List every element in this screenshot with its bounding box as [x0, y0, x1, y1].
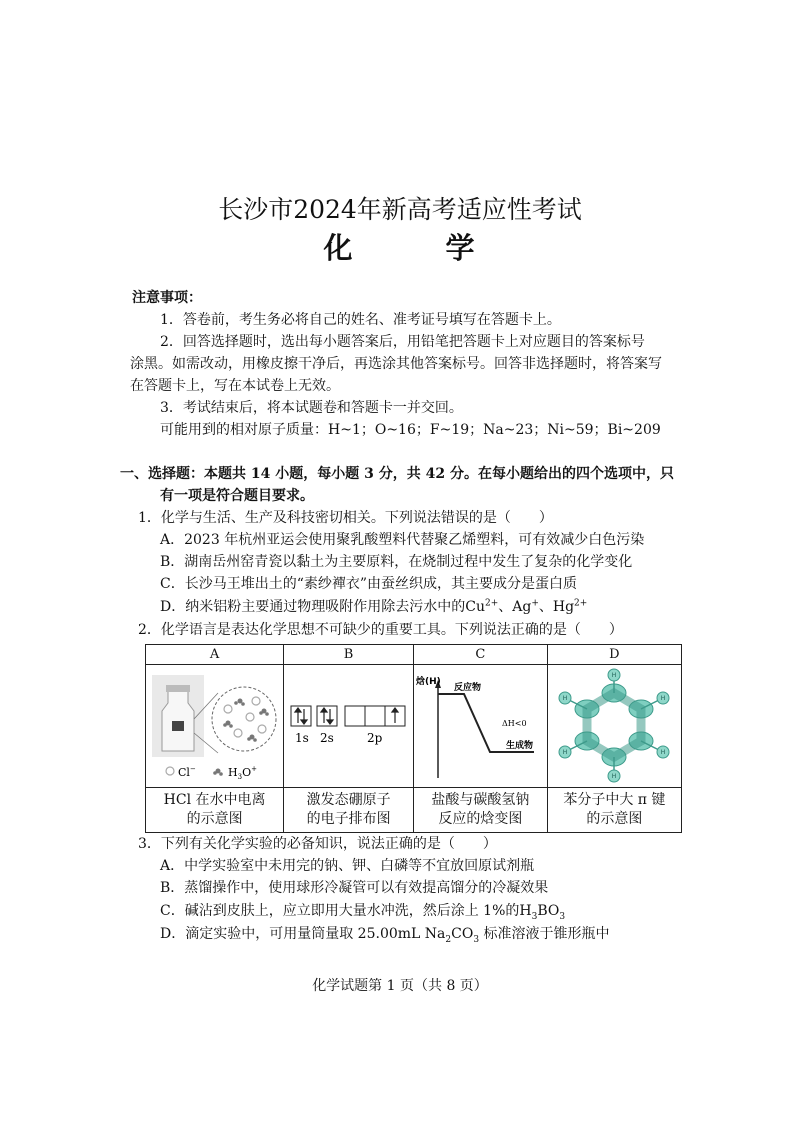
q2-figure-a-cell — [146, 665, 284, 788]
q2-figure-d-cell — [547, 665, 681, 788]
q1-option-d: D．纳米铝粉主要通过物理吸附作用除去污水中的$Cu^{2+}$、Ag+、$Hg^{2+}$ — [160, 598, 588, 615]
reactant-label: 反应物 — [454, 683, 482, 693]
section-heading-cont: 有一项是符合题目要求。 — [160, 488, 314, 504]
q2-header-a: A — [146, 645, 284, 665]
label-2s: 2s — [319, 731, 334, 745]
svg-text:H: H — [661, 695, 666, 702]
bottle-label — [172, 721, 184, 731]
exam-title: 长沙市2024年新高考适应性考试 — [218, 195, 582, 224]
note-1: 1．答卷前，考生务必将自己的姓名、准考证号填写在答题卡上。 — [160, 312, 561, 328]
q3-option-d: D．滴定实验中，可用量筒量取 25.00mL $Na_2CO_3$ 标准溶液于锥形瓶中 — [160, 926, 610, 945]
note-2-cont2: 在答题卡上，写在本试卷上无效。 — [130, 378, 340, 394]
q2-caption-b: 激发态硼原子 的电子排布图 — [284, 788, 414, 833]
boron-orbital-diagram — [287, 696, 411, 756]
q2-figure-c-cell — [413, 665, 547, 788]
orbital-box-2p-2 — [365, 706, 385, 726]
pi-ring — [587, 693, 641, 757]
legend-h3o-label: $H_3O^+$ — [227, 765, 257, 781]
q3-option-b: B．蒸馏操作中，使用球形冷凝管可以有效提高馏分的冷凝效果 — [160, 880, 549, 896]
svg-text:H: H — [563, 695, 568, 702]
q2-header-c: C — [413, 645, 547, 665]
q2-figure-b-cell — [284, 665, 414, 788]
q2-header-d: D — [547, 645, 681, 665]
orbital-box-1s — [291, 706, 311, 726]
q1-option-b: B．湖南岳州窑青瓷以黏土为主要原料，在烧制过程中发生了复杂的化学变化 — [160, 554, 633, 570]
svg-text:H: H — [612, 773, 617, 780]
orbital-box-2p-1 — [345, 706, 365, 726]
ch-bonds — [567, 675, 661, 775]
atomic-masses: 可能用到的相对原子质量：H~1；O~16；F~19；Na~23；Ni~59；Bi~209 — [160, 422, 661, 438]
q3-stem: 3．下列有关化学实验的必备知识，说法正确的是（ ） — [138, 836, 497, 852]
svg-text:H: H — [612, 672, 617, 679]
legend-cl-icon — [166, 767, 174, 775]
q2-stem: 2．化学语言是表达化学思想不可缺少的重要工具。下列说法正确的是（ ） — [138, 622, 623, 638]
q2-options-table — [145, 644, 682, 833]
q2-caption-c: 盐酸与碳酸氢钠 反应的焓变图 — [413, 788, 547, 833]
product-label: 生成物 — [506, 741, 534, 751]
q1-option-c: C．长沙马王堆出土的“素纱襌衣”由蚕丝织成，其主要成分是蛋白质 — [160, 576, 578, 592]
notes-heading: 注意事项： — [132, 290, 202, 306]
section-heading: 一、选择题：本题共 14 小题，每小题 3 分，共 42 分。在每小题给出的四个选项中，只 — [120, 466, 674, 482]
legend-cl-label: Cl− — [177, 765, 196, 779]
q3-option-a: A．中学实验室中未用完的钠、钾、白磷等不宜放回原试剂瓶 — [160, 858, 535, 874]
orbital-box-2s — [317, 706, 337, 726]
q3-option-c: C．碱沾到皮肤上，应立即用大量水冲洗，然后涂上 1%的$H_3BO_3$ — [160, 903, 566, 922]
note-3: 3．考试结束后，将本试题卷和答题卡一并交回。 — [160, 400, 463, 416]
enthalpy-diagram — [416, 668, 544, 784]
q2-caption-a: HCl 在水中电离 的示意图 — [146, 788, 284, 833]
label-1s: 1s — [294, 731, 309, 745]
q1-stem: 1．化学与生活、生产及科技密切相关。下列说法错误的是（ ） — [138, 510, 553, 526]
electron-arrows — [295, 708, 398, 724]
legend-h3o-icon — [213, 769, 223, 776]
page-footer: 化学试题第 1 页（共 8 页） — [312, 978, 488, 994]
note-2-cont: 涂黑。如需改动，用橡皮擦干净后，再选涂其他答案标号。回答非选择题时，将答案写 — [130, 356, 662, 372]
svg-text:H: H — [563, 749, 568, 756]
axis-label: 焓(H) — [416, 677, 442, 687]
benzene-pi-bond-figure — [549, 667, 679, 785]
q2-caption-d: 苯分子中大 π 键 的示意图 — [547, 788, 681, 833]
svg-text:H: H — [661, 749, 666, 756]
zoom-circle — [212, 687, 276, 751]
q1-option-a: A．2023 年杭州亚运会使用聚乳酸塑料代替聚乙烯塑料，可有效减少白色污染 — [160, 532, 645, 548]
label-2p: 2p — [366, 731, 382, 745]
delta-h-label: ΔH<0 — [502, 719, 527, 728]
bottle-stopper — [166, 685, 190, 692]
hcl-ionization-figure — [148, 667, 282, 785]
note-2: 2．回答选择题时，选出每小题答案后，用铅笔把答题卡上对应题目的答案标号 — [160, 334, 645, 350]
subject-title: 化 学 — [323, 231, 507, 265]
q2-header-b: B — [284, 645, 414, 665]
